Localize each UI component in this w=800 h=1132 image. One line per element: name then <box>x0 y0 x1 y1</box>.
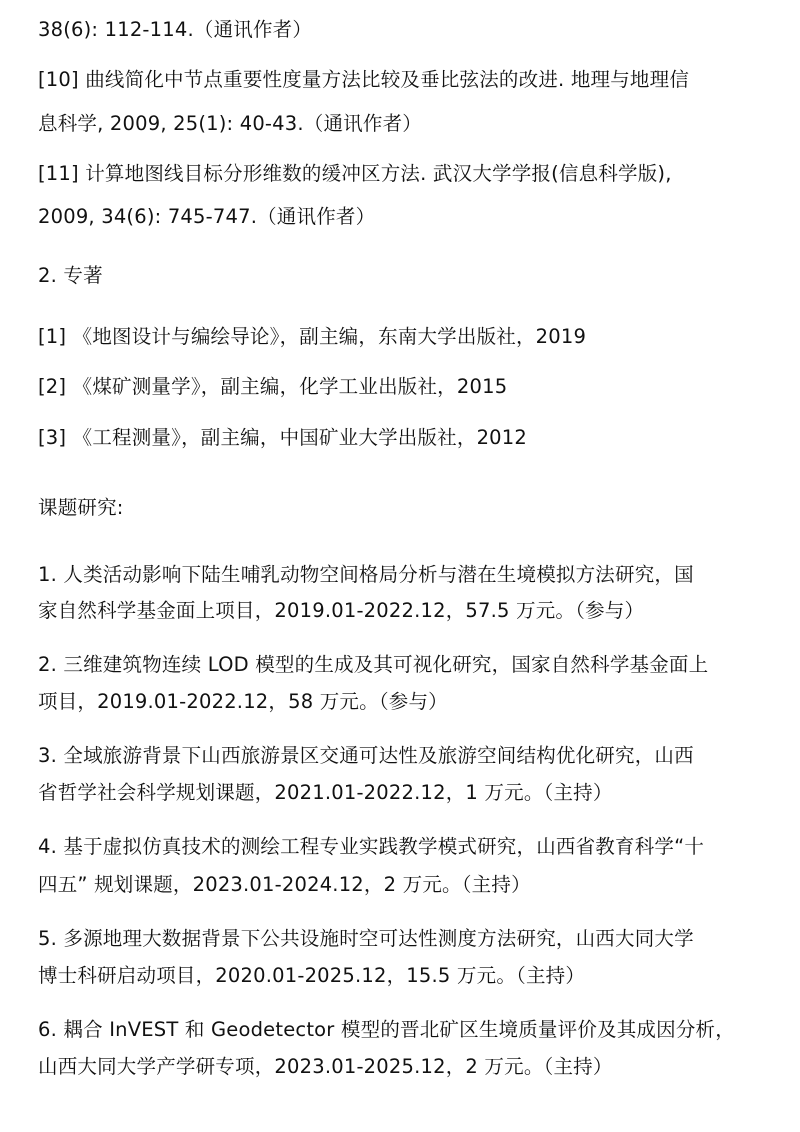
monograph-item-1: [1] 《地图设计与编绘导论》，副主编，东南大学出版社，2019 <box>38 325 587 348</box>
reference-item-9-tail: 38(6): 112-114.（通讯作者） <box>38 18 313 41</box>
reference-item-10-line2: 息科学, 2009, 25(1): 40-43.（通讯作者） <box>38 112 422 135</box>
monograph-item-3: [3] 《工程测量》，副主编，中国矿业大学出版社，2012 <box>38 426 527 449</box>
project-item-1-line1: 1. 人类活动影响下陆生哺乳动物空间格局分析与潜在生境模拟方法研究，国 <box>38 563 694 586</box>
project-item-6-line2: 山西大同大学产学研专项，2023.01-2025.12，2 万元。（主持） <box>38 1055 613 1078</box>
project-item-2-line2: 项目，2019.01-2022.12，58 万元。（参与） <box>38 690 448 713</box>
reference-item-10-line1: [10] 曲线简化中节点重要性度量方法比较及垂比弦法的改进. 地理与地理信 <box>38 68 690 91</box>
monographs-heading: 2. 专著 <box>38 264 103 287</box>
project-item-3-line1: 3. 全域旅游背景下山西旅游景区交通可达性及旅游空间结构优化研究，山西 <box>38 744 694 767</box>
projects-heading: 课题研究: <box>38 496 124 519</box>
project-item-3-line2: 省哲学社会科学规划课题，2021.01-2022.12，1 万元。（主持） <box>38 781 613 804</box>
project-item-4-line1: 4. 基于虚拟仿真技术的测绘工程专业实践教学模式研究，山西省教育科学“十 <box>38 835 705 858</box>
project-item-4-line2: 四五” 规划课题，2023.01-2024.12，2 万元。（主持） <box>38 873 531 896</box>
project-item-5-line1: 5. 多源地理大数据背景下公共设施时空可达性测度方法研究，山西大同大学 <box>38 927 694 950</box>
reference-item-11-line1: [11] 计算地图线目标分形维数的缓冲区方法. 武汉大学学报(信息科学版), <box>38 162 672 185</box>
project-item-1-line2: 家自然科学基金面上项目，2019.01-2022.12，57.5 万元。（参与） <box>38 599 645 622</box>
monograph-item-2: [2] 《煤矿测量学》，副主编，化学工业出版社，2015 <box>38 375 508 398</box>
project-item-5-line2: 博士科研启动项目，2020.01-2025.12，15.5 万元。（主持） <box>38 964 586 987</box>
reference-item-11-line2: 2009, 34(6): 745-747.（通讯作者） <box>38 205 376 228</box>
project-item-6-line1: 6. 耦合 InVEST 和 Geodetector 模型的晋北矿区生境质量评价及其成因分析， <box>38 1018 735 1041</box>
project-item-2-line1: 2. 三维建筑物连续 LOD 模型的生成及其可视化研究，国家自然科学基金面上 <box>38 653 709 676</box>
